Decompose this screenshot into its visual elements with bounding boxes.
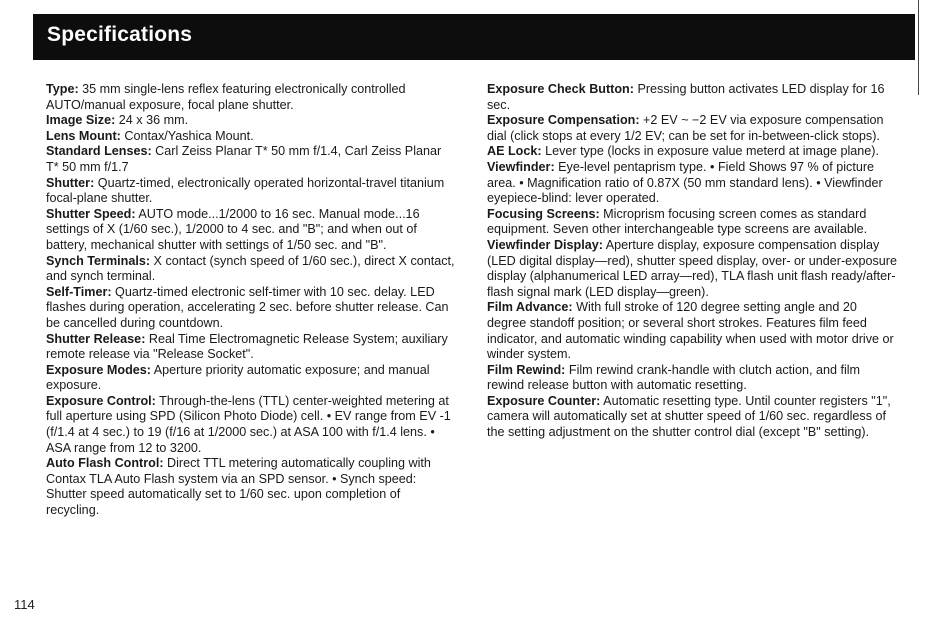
spec-text: Quartz-timed, electronically operated horizontal-travel titanium focal-plane shutter. bbox=[46, 175, 445, 206]
spec-entry bbox=[487, 300, 897, 362]
specs-right-column bbox=[487, 82, 897, 441]
spec-entry bbox=[46, 176, 456, 207]
spec-term: AE Lock: bbox=[487, 144, 542, 159]
spec-entry bbox=[46, 207, 456, 254]
spec-entry bbox=[46, 82, 456, 113]
spec-text: Through-the-lens (TTL) center-weighted metering at full aperture using SPD (Silicon Photo Diode) cell. • EV range from EV -1 (f/1.4 at 4 sec.) to 19 (f/16 at 1/2000 sec.) at ASA 100 with f/1.4 lens. • ASA range from 12 to 3200. bbox=[46, 393, 451, 455]
spec-text: Automatic resetting type. Until counter registers "1", camera will automatically set at shutter speed of 1/60 sec. regardless of the setting adjustment on the shutter control dial (except "B" setting). bbox=[487, 393, 891, 440]
spec-term: Type: bbox=[46, 82, 79, 96]
spec-text: Pressing button activates LED display for 16 sec. bbox=[487, 82, 885, 112]
spec-entry bbox=[46, 129, 456, 145]
spec-text: Carl Zeiss Planar T* 50 mm f/1.4, Carl Zeiss Planar T* 50 mm f/1.7 bbox=[46, 144, 442, 174]
spec-text: Lever type (locks in exposure value meterd at image plane). bbox=[541, 144, 879, 159]
spec-entry bbox=[487, 363, 897, 394]
spec-text: Real Time Electromagnetic Release System; auxiliary remote release via "Release Socket". bbox=[46, 331, 448, 362]
spec-text: X contact (synch speed of 1/60 sec.), direct X contact, and synch terminal. bbox=[46, 253, 455, 284]
spec-term: Shutter: bbox=[46, 175, 95, 190]
spec-entry bbox=[46, 144, 456, 175]
spec-entry bbox=[487, 144, 897, 160]
spec-entry bbox=[46, 285, 456, 332]
spec-term: Exposure Modes: bbox=[46, 362, 151, 377]
spec-entry bbox=[46, 363, 456, 394]
spec-entry bbox=[487, 113, 897, 144]
specs-left-column bbox=[46, 82, 456, 519]
spec-text: With full stroke of 120 degree setting angle and 20 degree standoff position; or several short strokes. Features film feed indicator, and automatic winding capability when used with motor drive or winder system. bbox=[487, 300, 894, 362]
page-edge-rule bbox=[918, 0, 919, 95]
spec-term: Exposure Check Button: bbox=[487, 82, 634, 96]
page-number: 114 bbox=[14, 597, 35, 612]
spec-term: Exposure Compensation: bbox=[487, 113, 640, 128]
spec-entry bbox=[46, 254, 456, 285]
spec-term: Viewfinder Display: bbox=[487, 237, 603, 252]
spec-term: Film Advance: bbox=[487, 300, 573, 315]
spec-entry bbox=[487, 238, 897, 300]
spec-term: Auto Flash Control: bbox=[46, 456, 164, 471]
spec-text: Aperture display, exposure compensation display (LED digital display—red), shutter speed display, over- or under-exposure display (alphanumerical LED array—red), TLA flash unit flash ready/after-flash signal mark (LED display—green). bbox=[487, 237, 897, 299]
section-header-bar bbox=[33, 14, 915, 60]
spec-entry bbox=[487, 394, 897, 441]
spec-text: Microprism focusing screen comes as standard equipment. Seven other interchangeable type screens are available. bbox=[487, 206, 868, 237]
spec-term: Image Size: bbox=[46, 113, 116, 128]
spec-term: Focusing Screens: bbox=[487, 206, 600, 221]
spec-text: 24 x 36 mm. bbox=[115, 113, 189, 128]
spec-term: Standard Lenses: bbox=[46, 144, 152, 159]
spec-entry bbox=[487, 207, 897, 238]
spec-term: Lens Mount: bbox=[46, 128, 121, 143]
spec-entry bbox=[487, 160, 897, 207]
spec-entry bbox=[487, 82, 897, 113]
spec-entry bbox=[46, 332, 456, 363]
spec-term: Synch Terminals: bbox=[46, 253, 151, 268]
page-title: Specifications bbox=[47, 23, 193, 46]
spec-text: Direct TTL metering automatically coupling with Contax TLA Auto Flash system via an SPD sensor. • Synch speed: Shutter speed automatically set to 1/60 sec. upon completion of recycling. bbox=[46, 456, 431, 518]
spec-text: AUTO mode...1/2000 to 16 sec. Manual mode...16 settings of X (1/60 sec.), 1/2000 to 4 sec. and "B"; and when out of battery, mechanical shutter with settings of 1/50 sec. and "B". bbox=[46, 206, 420, 252]
spec-entry bbox=[46, 113, 456, 129]
spec-text: Contax/Yashica Mount. bbox=[120, 128, 254, 143]
spec-term: Self-Timer: bbox=[46, 284, 112, 299]
spec-text: 35 mm single-lens reflex featuring electronically controlled AUTO/manual exposure, focal plane shutter. bbox=[46, 82, 406, 112]
spec-term: Shutter Release: bbox=[46, 331, 146, 346]
spec-entry bbox=[46, 394, 456, 456]
spec-term: Exposure Counter: bbox=[487, 393, 601, 408]
spec-text: +2 EV ~ −2 EV via exposure compensation dial (click stops at every 1/2 EV; can be set for in-between-click stops). bbox=[487, 113, 884, 143]
spec-term: Shutter Speed: bbox=[46, 206, 136, 221]
spec-text: Eye-level pentaprism type. • Field Shows 97 % of picture area. • Magnification ratio of 0.87X (50 mm standard lens). • Viewfinder eyepiece-blind: lever operated. bbox=[487, 159, 883, 206]
spec-text: Aperture priority automatic exposure; and manual exposure. bbox=[46, 362, 430, 393]
spec-text: Film rewind crank-handle with clutch action, and film rewind release button with automatic resetting. bbox=[487, 362, 861, 393]
spec-term: Viewfinder: bbox=[487, 159, 555, 174]
spec-term: Exposure Control: bbox=[46, 393, 156, 408]
spec-text: Quartz-timed electronic self-timer with 10 sec. delay. LED flashes during operation, accelerating 2 sec. before shutter release. Can be cancelled during countdown. bbox=[46, 284, 449, 330]
spec-entry bbox=[46, 456, 456, 518]
spec-term: Film Rewind: bbox=[487, 362, 566, 377]
